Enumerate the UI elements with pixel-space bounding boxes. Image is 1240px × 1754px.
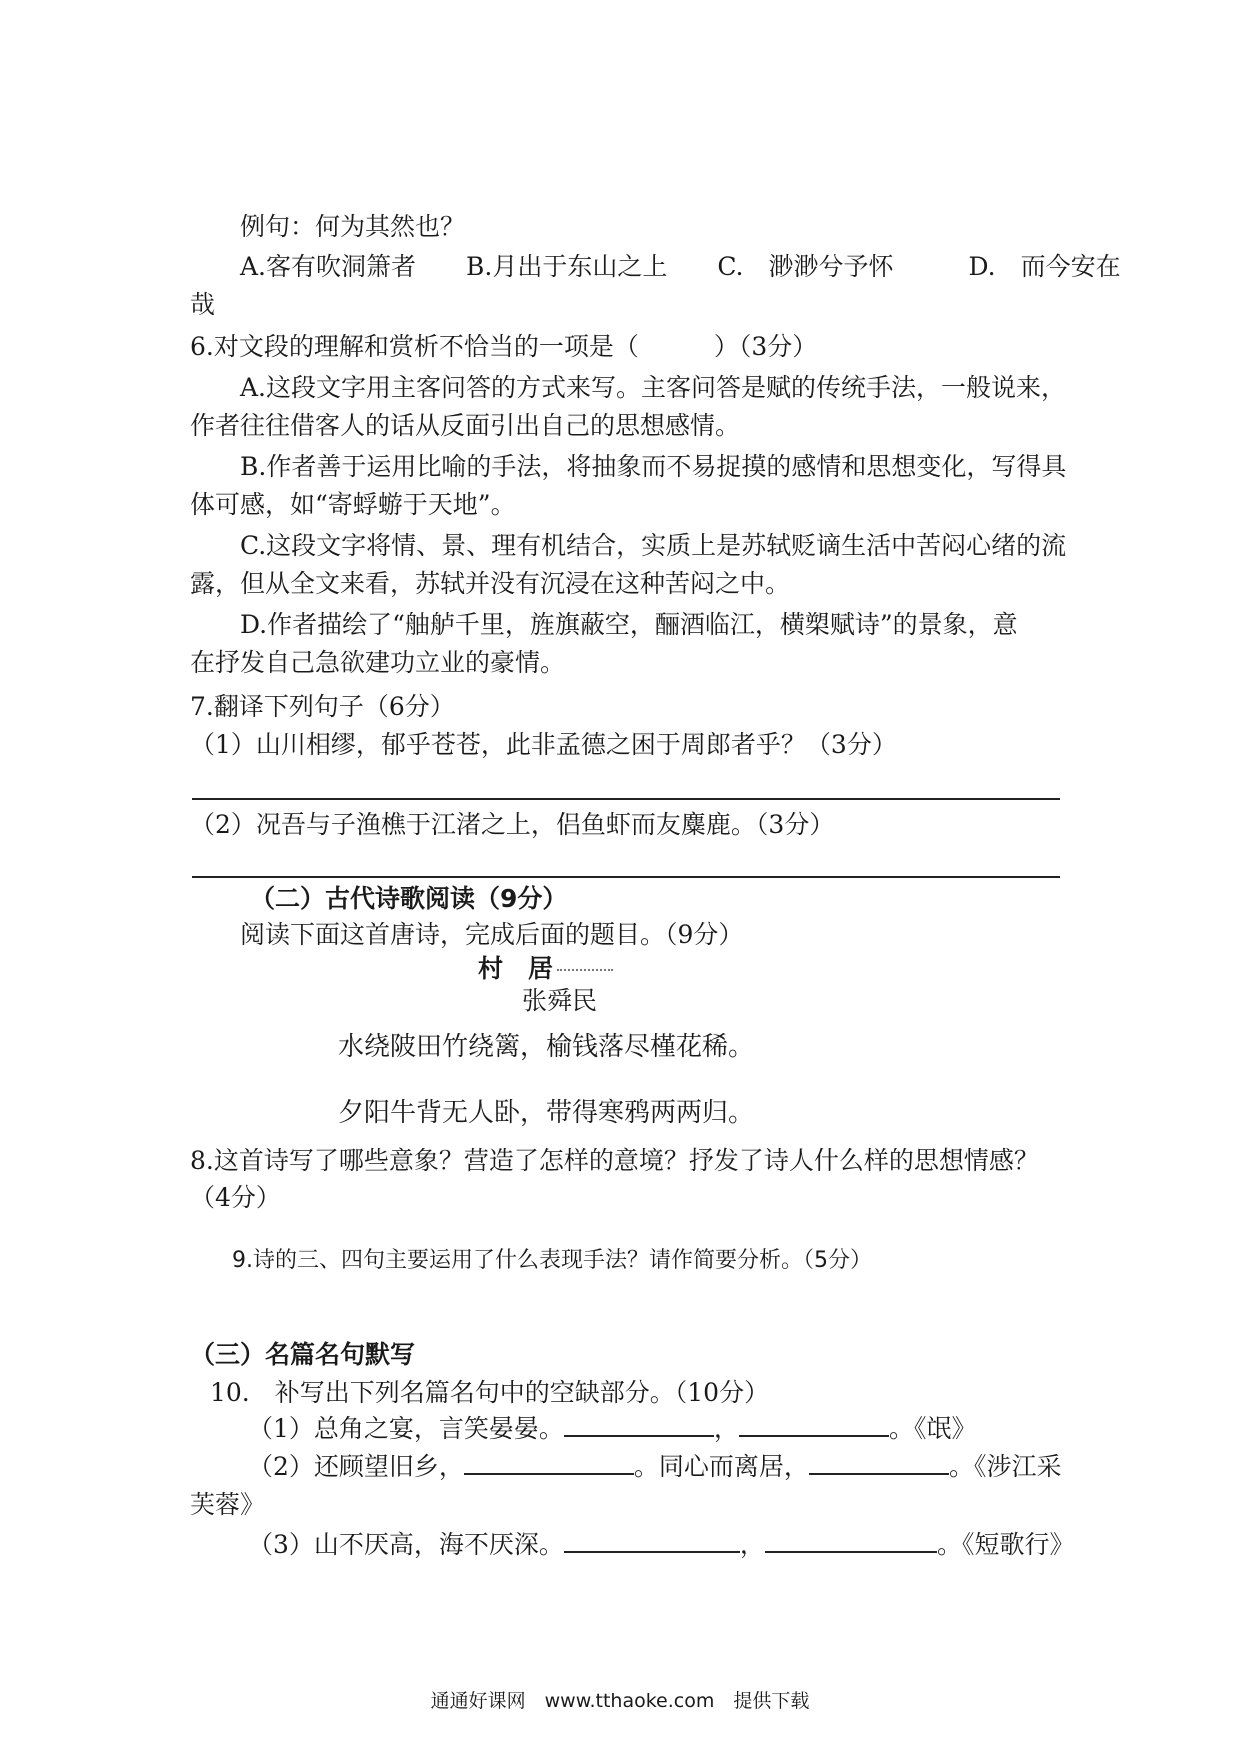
poem-line-1: 水绕陂田竹绕篱，榆钱落尽槿花稀。 <box>338 1032 755 1062</box>
q7-stem: 7.翻译下列句子（6分） <box>190 692 455 721</box>
dictation-item-2-wrap: 芙蓉》 <box>190 1490 266 1519</box>
q8-line-2: （4分） <box>190 1183 281 1212</box>
title-dots <box>557 969 613 971</box>
q6-option-a-line2: 作者往往借客人的话从反面引出自己的思想感情。 <box>190 411 741 440</box>
dictation-stem: 10. 补写出下列名篇名句中的空缺部分。（10分） <box>210 1378 770 1407</box>
blank-2a[interactable] <box>464 1451 634 1475</box>
blank-1a[interactable] <box>564 1413 714 1437</box>
poem-instruction: 阅读下面这首唐诗，完成后面的题目。（9分） <box>240 920 744 949</box>
blank-3a[interactable] <box>564 1529 740 1553</box>
dictation-item-1: （1）总角之宴，言笑晏晏。 ， 。《氓》 <box>248 1414 977 1443</box>
q6-option-c-line2: 露，但从全文来看，苏轼并没有沉浸在这种苦闷之中。 <box>190 569 791 598</box>
q6-option-d-line2: 在抒发自己急欲建功立业的豪情。 <box>190 648 566 677</box>
poem-author: 张舜民 <box>522 986 598 1015</box>
answer-line-2[interactable] <box>192 876 1060 878</box>
dictation-item-3: （3）山不厌高，海不厌深。 ， 。《短歌行》 <box>248 1530 1075 1559</box>
poem-section-heading: （二）古代诗歌阅读（9分） <box>250 884 568 913</box>
poem-title: 村 居 <box>478 952 613 986</box>
q6-option-b-line2: 体可感，如“寄蜉蝣于天地”。 <box>190 490 516 519</box>
dictation-item-2: （2）还顾望旧乡， 。同心而离居， 。《涉江采 <box>248 1452 1062 1481</box>
q7-sentence-1: （1）山川相缪，郁乎苍苍，此非孟德之困于周郎者乎？（3分） <box>190 730 897 759</box>
q8-line-1: 8.这首诗写了哪些意象？营造了怎样的意境？抒发了诗人什么样的思想情感？ <box>190 1146 1039 1175</box>
q5-options: A.客有吹洞箫者 B.月出于东山之上 C. 渺渺兮予怀 D. 而今安在 <box>240 252 1121 281</box>
q7-sentence-2: （2）况吾与子渔樵于江渚之上，侣鱼虾而友麋鹿。（3分） <box>190 810 835 839</box>
poem-line-2: 夕阳牛背无人卧，带得寒鸦两两归。 <box>338 1098 755 1128</box>
blank-1b[interactable] <box>739 1413 889 1437</box>
q6-option-a-line1: A.这段文字用主客问答的方式来写。主客问答是赋的传统手法，一般说来， <box>240 373 1067 402</box>
answer-line-1[interactable] <box>192 798 1060 800</box>
q6-option-c-line1: C.这段文字将情、景、理有机结合，实质上是苏轼贬谪生活中苦闷心绪的流 <box>240 531 1067 560</box>
dictation-heading: （三）名篇名句默写 <box>190 1340 416 1369</box>
q5-example: 例句：何为其然也？ <box>240 212 466 241</box>
q6-stem: 6.对文段的理解和赏析不恰当的一项是（ ）（3分） <box>190 332 818 361</box>
q6-option-d-line1: D.作者描绘了“舳舻千里，旌旗蔽空，酾酒临江，横槊赋诗”的景象，意 <box>240 610 1018 639</box>
q5-options-wrap: 哉 <box>190 290 216 319</box>
blank-3b[interactable] <box>765 1529 937 1553</box>
q6-option-b-line1: B.作者善于运用比喻的手法，将抽象而不易捉摸的感情和思想变化，写得具 <box>240 452 1067 481</box>
blank-2b[interactable] <box>809 1451 949 1475</box>
page-footer: 通通好课网 www.tthaoke.com 提供下载 <box>430 1690 810 1712</box>
q9-line: 9.诗的三、四句主要运用了什么表现手法？请作简要分析。（5分） <box>232 1248 872 1273</box>
